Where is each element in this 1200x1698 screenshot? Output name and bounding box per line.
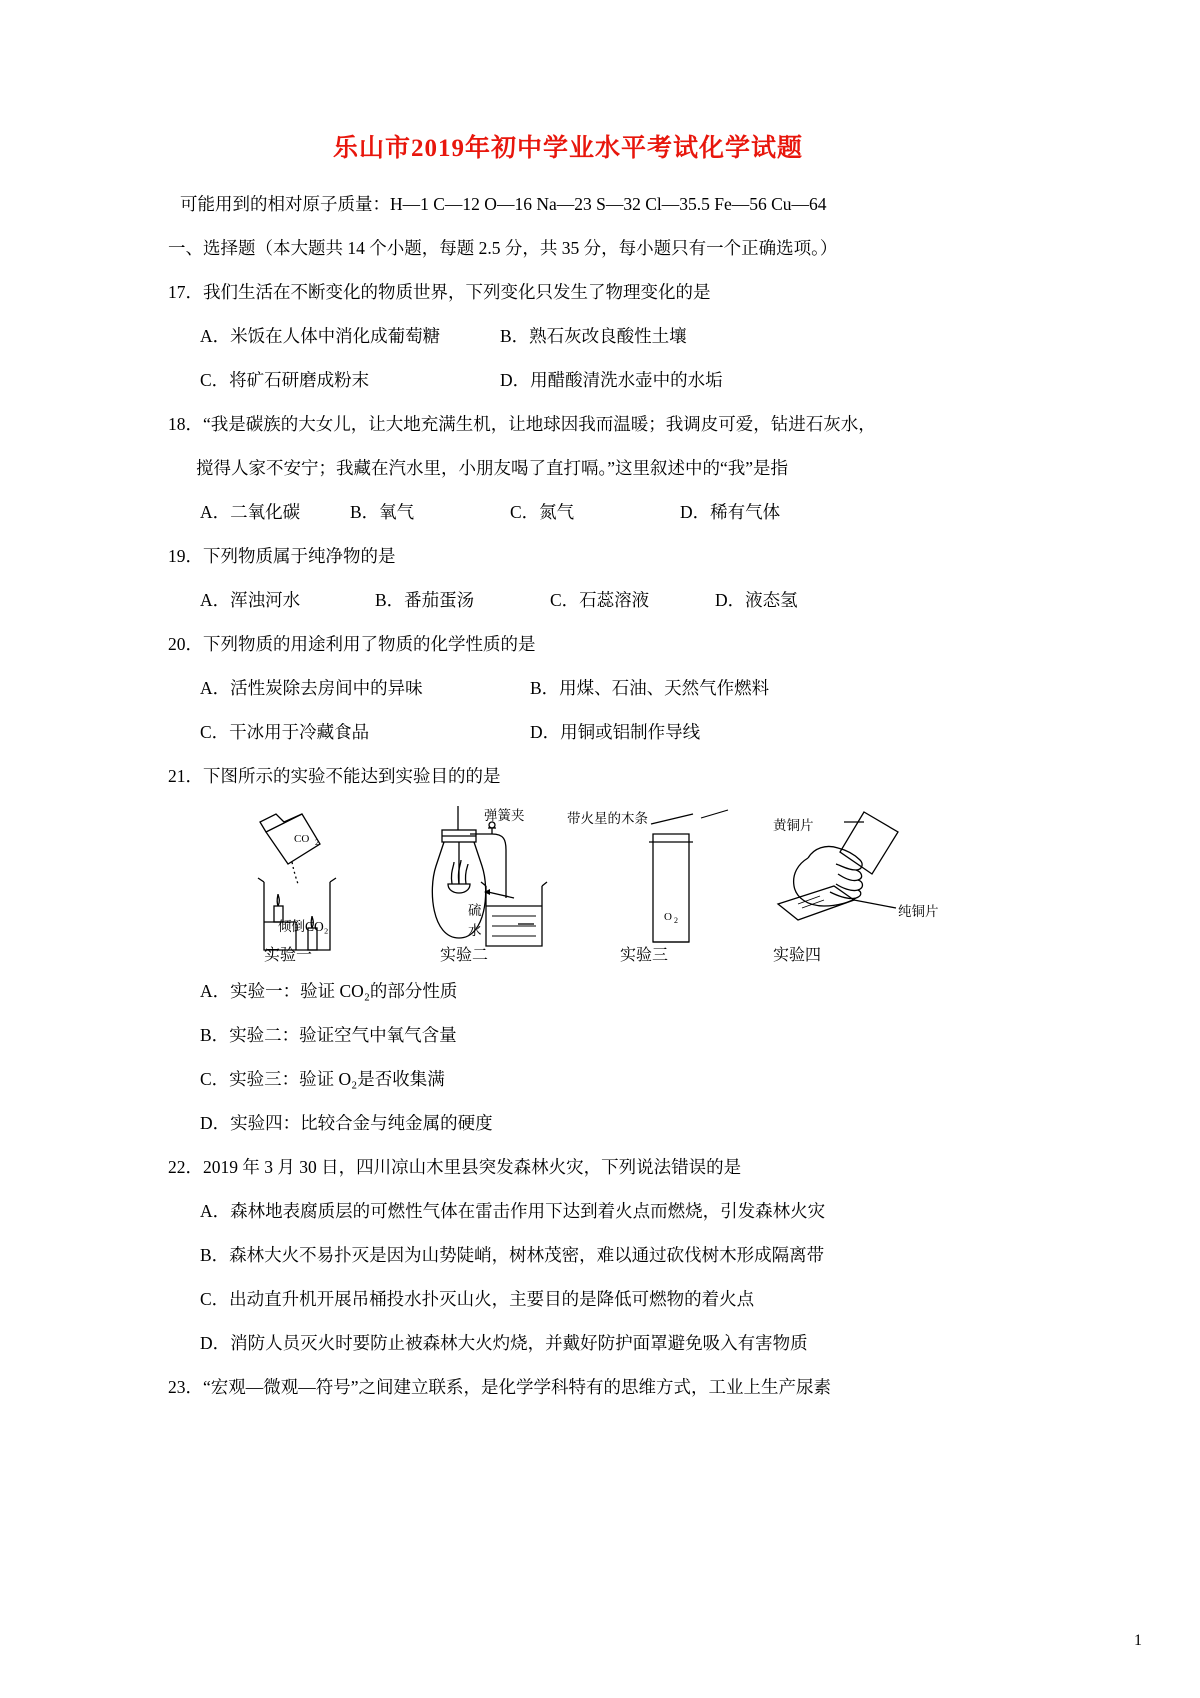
document-content xyxy=(168,128,968,1409)
question-18 xyxy=(168,402,968,534)
page-number: 1 xyxy=(1134,1632,1142,1649)
question-20-options-row-1 xyxy=(168,666,968,710)
svg-text:CO: CO xyxy=(294,833,310,845)
option-21-A[interactable]: A．实验一：验证 CO₂的部分性质 xyxy=(200,981,458,1001)
figure-caption-1: 实验一 xyxy=(264,947,313,964)
question-22-stem: 22．2019 年 3 月 30 日，四川凉山木里县突发森林火灾，下列说法错误的是 xyxy=(168,1157,742,1177)
figure-caption-2: 实验二 xyxy=(440,947,489,964)
option-20-A[interactable]: A．活性炭除去房间中的异味 xyxy=(200,678,423,698)
option-18-D[interactable]: D．稀有气体 xyxy=(680,502,781,522)
question-19 xyxy=(168,534,968,622)
question-17-options-row-1 xyxy=(168,314,968,358)
option-21-B[interactable]: B．实验二：验证空气中氧气含量 xyxy=(200,1025,457,1045)
option-17-C[interactable]: C．将矿石研磨成粉末 xyxy=(200,370,370,390)
figure-label-pour-co2: 倾倒CO₂ xyxy=(278,919,329,934)
svg-text:O: O xyxy=(664,911,672,923)
experiment-figure xyxy=(168,802,968,967)
question-17-stem: 17．我们生活在不断变化的物质世界，下列变化只发生了物理变化的是 xyxy=(168,282,711,302)
option-19-B[interactable]: B．番茄蛋汤 xyxy=(375,590,475,610)
option-19-A[interactable]: A．浑浊河水 xyxy=(200,590,301,610)
question-18-options xyxy=(168,490,968,534)
figure-label-pure-copper-plate: 纯铜片 xyxy=(898,904,939,919)
option-17-D[interactable]: D．用醋酸清洗水壶中的水垢 xyxy=(500,370,723,390)
page-title: 乐山市2019年初中学业水平考试化学试题 xyxy=(332,135,803,162)
question-21 xyxy=(168,754,968,1145)
figure-caption-4: 实验四 xyxy=(773,947,822,964)
figure-label-water: 水 xyxy=(468,923,482,938)
question-19-options xyxy=(168,578,968,622)
option-22-B[interactable]: B．森林大火不易扑灭是因为山势陡峭，树林茂密，难以通过砍伐树木形成隔离带 xyxy=(200,1245,825,1265)
question-23-stem: 23．“宏观—微观—符号”之间建立联系，是化学学科特有的思维方式，工业上生产尿素 xyxy=(168,1377,832,1397)
question-21-stem: 21．下图所示的实验不能达到实验目的的是 xyxy=(168,766,501,786)
option-21-D[interactable]: D．实验四：比较合金与纯金属的硬度 xyxy=(200,1113,493,1133)
question-20 xyxy=(168,622,968,754)
figure-caption-3: 实验三 xyxy=(620,947,669,964)
question-17-options-row-2 xyxy=(168,358,968,402)
svg-text:2: 2 xyxy=(674,916,678,925)
option-20-C[interactable]: C．干冰用于冷藏食品 xyxy=(200,722,370,742)
question-18-stem-line-2: 搅得人家不安宁；我藏在汽水里，小朋友喝了直打嗝。”这里叙述中的“我”是指 xyxy=(196,458,789,478)
section-one-heading: 一、选择题（本大题共 14 个小题，每题 2.5 分，共 35 分，每小题只有一个正确选项。） xyxy=(168,238,838,258)
option-22-C[interactable]: C．出动直升机开展吊桶投水扑灭山火，主要目的是降低可燃物的着火点 xyxy=(200,1289,755,1309)
question-20-options-row-2 xyxy=(168,710,968,754)
figure-label-glowing-splint: 带火星的木条 xyxy=(567,811,648,826)
option-19-C[interactable]: C．石蕊溶液 xyxy=(550,590,650,610)
option-19-D[interactable]: D．液态氢 xyxy=(715,590,798,610)
svg-text:2: 2 xyxy=(315,838,319,847)
option-17-B[interactable]: B．熟石灰改良酸性土壤 xyxy=(500,326,687,346)
question-17 xyxy=(168,270,968,402)
option-18-B[interactable]: B．氧气 xyxy=(350,502,415,522)
atomic-masses-line: 可能用到的相对原子质量：H—1 C—12 O—16 Na—23 S—32 Cl—35.5 Fe—56 Cu—64 xyxy=(180,194,827,214)
option-22-A[interactable]: A．森林地表腐质层的可燃性气体在雷击作用下达到着火点而燃烧，引发森林火灾 xyxy=(200,1201,826,1221)
option-17-A[interactable]: A．米饭在人体中消化成葡萄糖 xyxy=(200,326,441,346)
question-18-stem-line-1: 18．“我是碳族的大女儿，让大地充满生机，让地球因我而温暖；我调皮可爱，钻进石灰水， xyxy=(168,414,876,434)
option-20-B[interactable]: B．用煤、石油、天然气作燃料 xyxy=(530,678,770,698)
question-19-stem: 19．下列物质属于纯净物的是 xyxy=(168,546,396,566)
option-22-D[interactable]: D．消防人员灭火时要防止被森林大火灼烧，并戴好防护面罩避免吸入有害物质 xyxy=(200,1333,808,1353)
option-20-D[interactable]: D．用铜或铝制作导线 xyxy=(530,722,701,742)
option-18-A[interactable]: A．二氧化碳 xyxy=(200,502,301,522)
question-22 xyxy=(168,1145,968,1365)
figure-label-sulfur: 硫 xyxy=(468,903,482,918)
question-20-stem: 20．下列物质的用途利用了物质的化学性质的是 xyxy=(168,634,536,654)
figure-label-brass-plate: 黄铜片 xyxy=(773,818,814,833)
question-23 xyxy=(168,1365,968,1409)
figure-label-spring-clip: 弹簧夹 xyxy=(484,808,525,823)
option-21-C[interactable]: C．实验三：验证 O₂是否收集满 xyxy=(200,1069,445,1089)
option-18-C[interactable]: C．氮气 xyxy=(510,502,575,522)
